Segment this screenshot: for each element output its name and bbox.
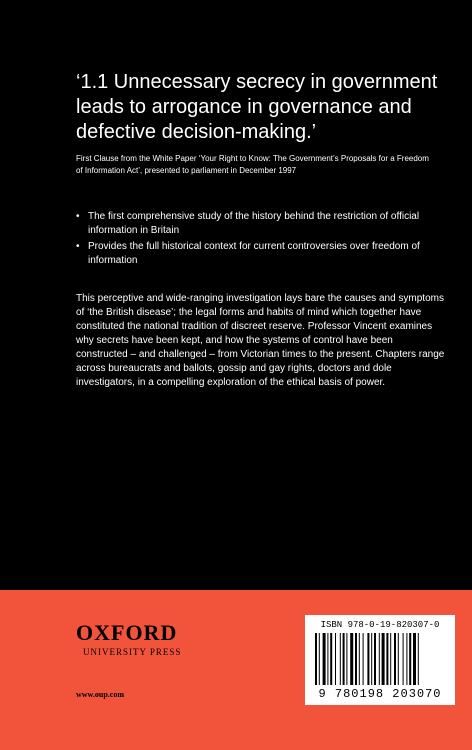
publisher-logo: OXFORD (76, 620, 178, 645)
feature-item (76, 240, 446, 268)
bullet-icon: • (76, 211, 80, 222)
publisher-url: www.oup.com (76, 690, 125, 699)
feature-text: The first comprehensive study of the history behind the restriction of official information in Britain (88, 211, 420, 236)
isbn-label: ISBN 978-0-19-820307-0 (320, 620, 440, 630)
barcode-icon (315, 633, 445, 685)
publisher-logo-subtitle: UNIVERSITY PRESS (83, 647, 182, 657)
feature-text: Provides the full historical context for current controversies over freedom of information (88, 241, 420, 266)
barcode-panel (305, 615, 455, 705)
ean-number: 9 780198 203070 (318, 687, 442, 701)
pull-quote: ‘1.1 Unnecessary secrecy in government leads to arrogance in governance and defective decision-making.’ (76, 71, 438, 143)
bullet-icon: • (76, 241, 80, 252)
feature-list (76, 210, 446, 270)
quote-source: First Clause from the White Paper ‘Your Right to Know: The Government’s Proposals for a Freedom of Information Act’, presented to parliament in December 1997 (76, 154, 429, 175)
description: This perceptive and wide-ranging investigation lays bare the causes and symptoms of ‘the British disease’; the legal forms and habits of mind which together have constituted the national tradition of discreet reserve. Professor Vincent examines why secrets have been kept, and how the systems of control have been constructed – and challenged – from Victorian times to the present. Chapters range across bureaucrats and ballots, gossip and gay rights, doctors and dole investigators, in a compelling exploration of the ethical basis of power. (76, 293, 445, 388)
feature-item (76, 210, 446, 238)
